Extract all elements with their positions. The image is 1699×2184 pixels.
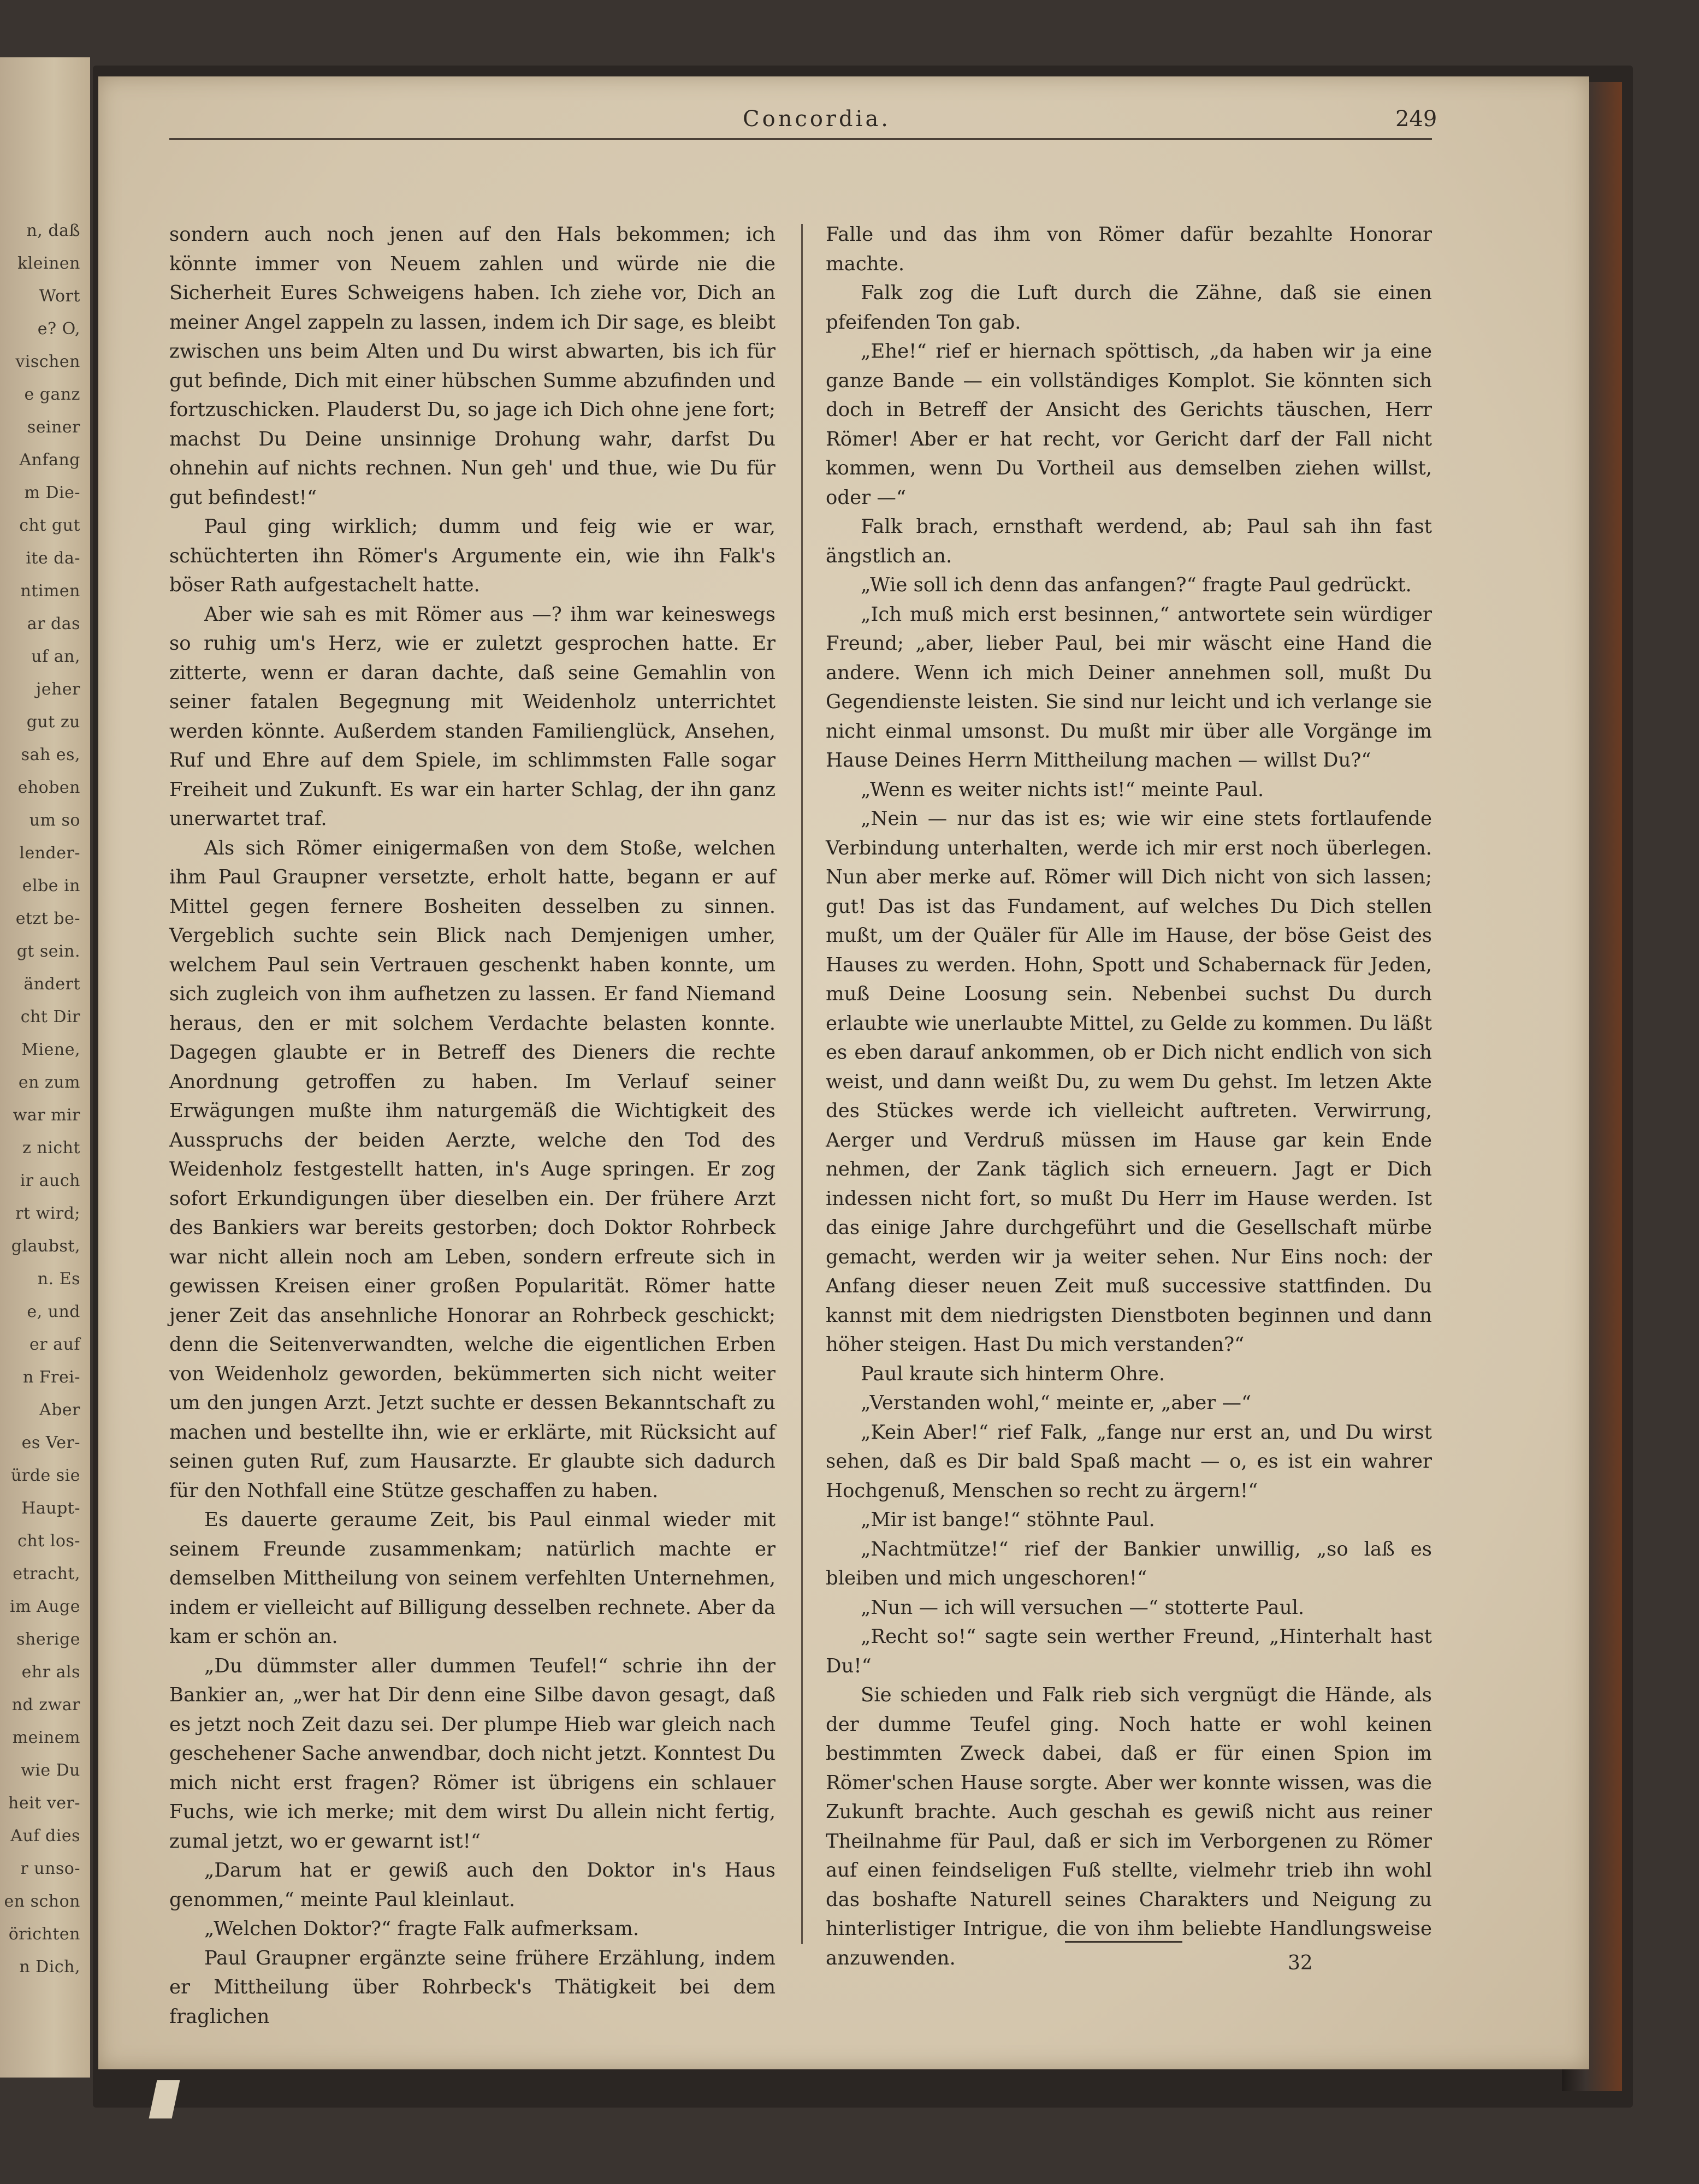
previous-page-fragment: e? O, [37, 319, 80, 339]
previous-page-fragment: lender- [19, 844, 80, 863]
previous-page-fragment: cht los- [17, 1532, 80, 1551]
previous-page-fragment: n, daß [26, 221, 80, 240]
section-end-rule [1065, 1941, 1182, 1943]
previous-page-fragment: gt sein. [16, 942, 80, 961]
previous-page-fragment: glaubst, [11, 1237, 80, 1256]
previous-page-fragment: war mir [13, 1106, 80, 1125]
column-divider [801, 224, 803, 1944]
paragraph: „Nachtmütze!“ rief der Bankier unwillig, „so laß es bleiben und mich ungeschoren!“ [826, 1538, 1432, 1589]
previous-page-fragment: elbe in [22, 876, 80, 895]
previous-page-fragment: ir auch [20, 1171, 80, 1190]
paragraph: „Ehe!“ rief er hiernach spöttisch, „da haben wir ja eine ganze Bande — ein vollständiges Komplot. Sie könnten sich doch in Betreff der Ansicht des Gerichts täuschen, Herr Römer! Aber er hat recht, vor Gericht darf der Fall nicht kommen, wenn Du Vortheil aus demselben ziehen willst, oder —“ [826, 340, 1432, 509]
paragraph: Falk zog die Luft durch die Zähne, daß sie einen pfeifenden Ton gab. [826, 282, 1432, 334]
previous-page-fragment: n Frei- [23, 1368, 80, 1387]
paragraph: „Mir ist bange!“ stöhnte Paul. [861, 1509, 1155, 1531]
previous-page-fragment: ntimen [20, 581, 80, 601]
previous-page-fragment: etzt be- [15, 909, 80, 928]
paragraph: „Nun — ich will versuchen —“ stotterte Paul. [861, 1596, 1305, 1619]
paragraph: „Ich muß mich erst besinnen,“ antwortete sein würdiger Freund; „aber, lieber Paul, bei mir wäscht eine Hand die andere. Wenn ich mich Deiner annehmen soll, mußt Du Gegendienste leisten. Sie sind nur leicht und ich verlange sie nicht einmal umsonst. Du mußt mir über alle Vorgänge im Hause Deines Herrn Mittheilung machen — willst Du?“ [826, 603, 1432, 771]
previous-page-fragment: ehr als [21, 1663, 80, 1682]
previous-page-fragment: cht Dir [20, 1007, 80, 1026]
previous-page-fragment: vischen [15, 352, 80, 371]
previous-page-fragment: cht gut [19, 516, 80, 535]
previous-page-fragment: heit ver- [8, 1794, 80, 1813]
previous-page-fragment: en zum [18, 1073, 80, 1092]
paragraph: „Nein — nur das ist es; wie wir eine stets fortlaufende Verbindung unterhalten, werde ich mir erst noch überlegen. Nun aber merke auf. Römer will Dich nicht von sich lassen; gut! Das ist das Fundament, auf welches Du Dich stellen mußt, um der Quäler für Alle im Hause, der böse Geist des Hauses zu werden. Hohn, Spott und Schabernack für Jeden, muß Deine Loosung sein. Nebenbei suchst Du durch erlaubte wie unerlaubte Mittel, zu Gelde zu kommen. Du läßt es eben darauf ankommen, ob er Dich nicht endlich von sich weist, und dann weißt Du, zu wem Du gehst. Im letzen Akte des Stückes werde ich vielleicht auftreten. Verwirrung, Aerger und Verdruß müssen im Hause gar kein Ende nehmen, der Zank täglich sich erneuern. Jagt er Dich indessen nicht fort, so mußt Du Herr im Hause werden. Ist das einige Jahre durchgeführt und die Gesellschaft mürbe gemacht, werden wir ja weiter sehen. Nur Eins noch: der Anfang dieser neuen Zeit muß successive stattfinden. Du kannst mit dem niedrigsten Dienstboten beginnen und dann höher steigen. Hast Du mich verstanden?“ [826, 808, 1432, 1356]
previous-page-fragment: etracht, [13, 1564, 80, 1583]
paragraph: Paul kraute sich hinterm Ohre. [861, 1362, 1165, 1385]
paragraph: Es dauerte geraume Zeit, bis Paul einmal wieder mit seinem Freunde zusammenkam; natürlich machte er demselben Mittheilung von seinem verfehlten Unternehmen, indem er vielleicht auf Billigung desselben rechnete. Aber da kam er schön an. [169, 1509, 775, 1648]
previous-page-fragment: Haupt- [21, 1499, 80, 1518]
paragraph: Paul Graupner ergänzte seine frühere Erzählung, indem er Mittheilung über Rohrbeck's Thätigkeit bei dem fraglichen [169, 1946, 775, 2028]
paragraph: „Wie soll ich denn das anfangen?“ fragte Paul gedrückt. [861, 574, 1412, 596]
previous-page-fragment: rt wird; [15, 1204, 80, 1223]
previous-page-fragment: e ganz [24, 385, 80, 404]
previous-page-fragment: kleinen [17, 254, 80, 273]
previous-page-fragment: seiner [27, 418, 80, 437]
previous-page-edge [0, 57, 90, 2078]
previous-page-fragment: sherige [16, 1630, 80, 1649]
previous-page-fragment: en schon [4, 1892, 80, 1911]
paragraph: Aber wie sah es mit Römer aus —? ihm war keineswegs so ruhig um's Herz, wie er zuletzt gesprochen hatte. Er zitterte, wenn er daran dachte, daß seine Gemahlin von seiner fatalen Begegnung mit Weidenholz unterrichtet werden könnte. Außerdem standen Familienglück, Ansehen, Ruf und Ehre auf dem Spiele, im schlimmsten Falle sogar Freiheit und Zukunft. Es war ein harter Schlag, der ihn ganz unerwartet traf. [169, 603, 775, 830]
paragraph: Sie schieden und Falk rieb sich vergnügt die Hände, als der dumme Teufel ging. Noch hatte er wohl keinen bestimmten Zweck dabei, daß er für einen Spion im Römer'schen Hause sorgte. Aber wer konnte wissen, was die Zukunft brachte. Auch geschah es gewiß nicht aus reiner Theilnahme für Paul, daß er sich im Verborgenen zu Römer auf einen feindseligen Fuß stellte, vielmehr trieb ihn wohl das boshafte Naturell seines Charakters und Neigung zu hinterlistiger Intrigue, die von ihm beliebte Handlungsweise anzuwenden. [826, 1684, 1432, 1969]
previous-page-fragment: im Auge [9, 1597, 80, 1616]
previous-page-fragment: sah es, [21, 745, 80, 764]
previous-page-fragment: Aber [39, 1400, 80, 1420]
paragraph: „Verstanden wohl,“ meinte er, „aber —“ [861, 1392, 1252, 1414]
running-head: Concordia. [743, 106, 891, 132]
previous-page-fragment: z nicht [22, 1138, 80, 1158]
previous-page-fragment: uf an, [31, 647, 80, 666]
paragraph: sondern auch noch jenen auf den Hals bekommen; ich könnte immer von Neuem zahlen und würde nie die Sicherheit Eures Schweigens haben. Ich ziehe vor, Dich an meiner Angel zappeln zu lassen, indem ich Dir sage, es bleibt zwischen uns beim Alten und Du wirst abwarten, bis ich für gut befinde, Dich mit einer hübschen Summe abzufinden und fortzuschicken. Plauderst Du, so jage ich Dich ohne jene fort; machst Du Deine unsinnige Drohung wahr, darfst Du ohnehin auf nichts rechnen. Nun geh' und thue, wie Du für gut befindest!“ [169, 223, 775, 509]
paragraph: „Wenn es weiter nichts ist!“ meinte Paul. [861, 778, 1264, 801]
previous-page-fragment: nd zwar [11, 1695, 80, 1714]
previous-page-fragment: meinem [12, 1728, 80, 1747]
previous-page-fragment: Wort [39, 287, 80, 306]
previous-page-fragment: ar das [27, 614, 80, 633]
right-text-column [826, 220, 1432, 1973]
paragraph: Falle und das ihm von Römer dafür bezahlte Honorar machte. [826, 223, 1432, 275]
previous-page-fragment: er auf [29, 1335, 80, 1354]
previous-page-fragment: ürde sie [11, 1466, 80, 1485]
paragraph: Als sich Römer einigermaßen von dem Stoße, welchen ihm Paul Graupner versetzte, erholt hatte, begann er auf Mittel gegen fernere Bosheiten desselben zu sinnen. Vergeblich suchte sein Blick nach Demjenigen umher, welchem Paul sein Vertrauen geschenkt haben konnte, um sich zugleich von ihm aufhetzen zu lassen. Er fand Niemand heraus, den er mit solchem Verdachte belasten konnte. Dagegen glaubte er in Betreff des Dieners die rechte Anordnung getroffen zu haben. Im Verlauf seiner Erwägungen mußte ihm naturgemäß die Wichtigkeit des Ausspruchs der beiden Aerzte, welche den Tod des Weidenholz festgestellt hatten, in's Auge springen. Er zog sofort Erkundigungen über dieselben ein. Der frühere Arzt des Bankiers war bereits gestorben; doch Doktor Rohrbeck war nicht allein noch am Leben, sondern erfreute sich in gewissen Kreisen einer großen Popularität. Römer hatte jener Zeit das ansehnliche Honorar an Rohrbeck geschickt; denn die Seitenverwandten, welche die eigentlichen Erben von Weidenholz geworden, bekümmerten sich nicht weiter um den jungen Arzt. Jetzt suchte er dessen Bekanntschaft zu machen und bestellte ihn, wie er erklärte, mit Rücksicht auf seinen guten Ruf, zum Hausarzte. Er glaubte sich dadurch für den Nothfall eine Stütze geschaffen zu haben. [169, 836, 775, 1502]
paragraph: „Kein Aber!“ rief Falk, „fange nur erst an, und Du wirst sehen, daß es Dir bald Spaß macht — o, es ist ein wahrer Hochgenuß, Menschen so recht zu ärgern!“ [826, 1421, 1432, 1502]
previous-page-fragment: r unso- [20, 1859, 80, 1878]
previous-page-fragment: Auf dies [10, 1826, 80, 1845]
paragraph: Falk brach, ernsthaft werdend, ab; Paul sah ihn fast ängstlich an. [826, 515, 1432, 567]
paragraph: „Recht so!“ sagte sein werther Freund, „Hinterhalt hast Du!“ [826, 1625, 1432, 1677]
previous-page-fragment: jeher [36, 680, 80, 699]
previous-page-fragment: n. Es [37, 1269, 80, 1289]
previous-page-fragment: wie Du [21, 1761, 80, 1780]
previous-page-fragment: e, und [27, 1302, 80, 1321]
previous-page-fragment: Anfang [19, 450, 80, 470]
previous-page-fragment: Miene, [21, 1040, 80, 1059]
previous-page-fragment: ehoben [17, 778, 80, 797]
paragraph: „Darum hat er gewiß auch den Doktor in's Haus genommen,“ meinte Paul kleinlaut. [169, 1859, 775, 1911]
paragraph: „Welchen Doktor?“ fragte Falk aufmerksam. [204, 1918, 640, 1940]
signature-mark: 32 [1288, 1952, 1313, 1974]
previous-page-fragment: es Ver- [21, 1433, 80, 1452]
header-rule [169, 138, 1432, 140]
previous-page-fragment: örichten [8, 1925, 80, 1944]
page-number: 249 [1395, 106, 1437, 132]
paragraph: „Du dümmster aller dummen Teufel!“ schrie ihn der Bankier an, „wer hat Dir denn eine Silbe davon gesagt, daß es jetzt noch Zeit dazu sei. Der plumpe Hieb war gleich nach geschehener Sache anwendbar, doch nicht jetzt. Konntest Du mich nicht erst fragen? Römer ist übrigens ein schlauer Fuchs, wie ich merke; mit dem wirst Du allein nicht fertig, zumal jetzt, wo er gewarnt ist!“ [169, 1654, 775, 1853]
previous-page-fragment: um so [29, 811, 80, 830]
previous-page-fragment: n Dich, [19, 1957, 80, 1977]
previous-page-fragment: ite da- [26, 549, 80, 568]
paragraph: Paul ging wirklich; dumm und feig wie er war, schüchterten ihn Römer's Argumente ein, wie ihn Falk's böser Rath aufgestachelt hatte. [169, 515, 775, 596]
previous-page-fragment: gut zu [26, 713, 80, 732]
previous-page-fragment: ändert [23, 975, 80, 994]
previous-page-fragment: m Die- [24, 483, 80, 502]
left-text-column [169, 220, 775, 2031]
